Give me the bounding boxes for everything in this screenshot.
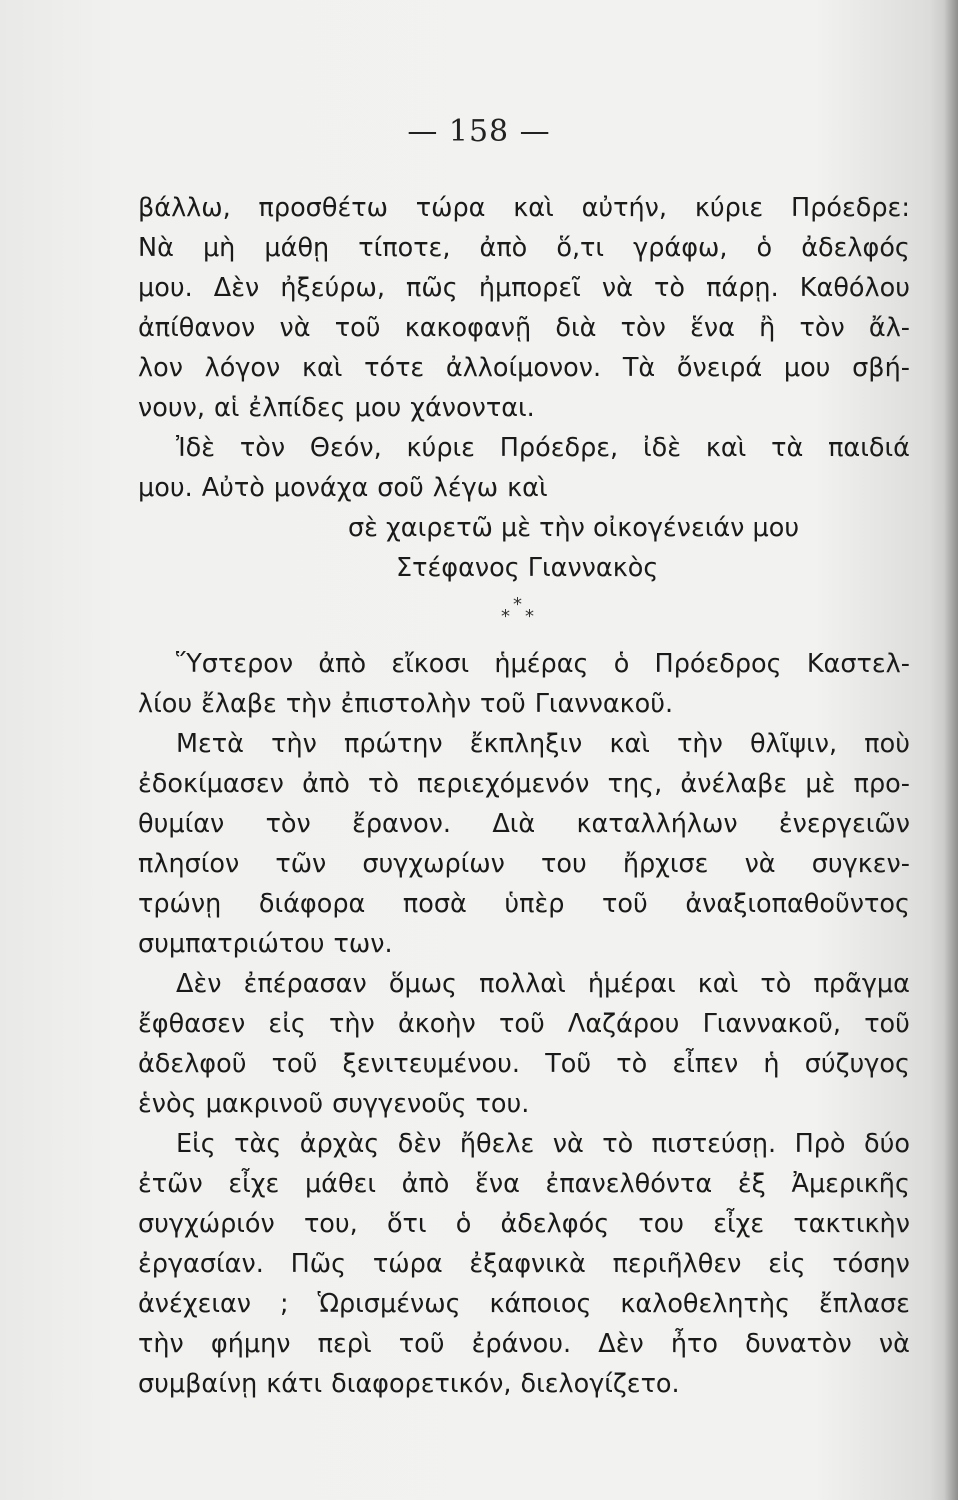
text-line: λον λόγον καὶ τότε ἀλλοίμονον. Τὰ ὄνειρά μου σβή-	[138, 353, 910, 383]
text-line: λίου ἔλαβε τὴν ἐπιστολὴν τοῦ Γιαννακοῦ.	[138, 689, 674, 719]
text-line: ἐτῶν εἶχε μάθει ἀπὸ ἕνα ἐπανελθόντα ἐξ Ἀμερικῆς	[138, 1169, 910, 1199]
text-line: ἀπίθανον νὰ τοῦ κακοφανῇ διὰ τὸν ἕνα ἢ τὸν ἄλ-	[138, 313, 910, 343]
text-line: Εἰς τὰς ἀρχὰς δὲν ἤθελε νὰ τὸ πιστεύσῃ. Πρὸ δύο	[176, 1129, 910, 1159]
signature-closing-text: σὲ χαιρετῶ μὲ τὴν οἰκογένειάν μου	[348, 513, 800, 543]
text-line: συμπατριώτου των.	[138, 929, 393, 959]
separator-asterisk: *	[501, 606, 510, 627]
text-line: Νὰ μὴ μάθῃ τίποτε, ἀπὸ ὅ,τι γράφω, ὁ ἀδελφός	[138, 233, 910, 263]
text-line: βάλλω, προσθέτω τώρα καὶ αὐτήν, κύριε Πρόεδρε:	[138, 193, 910, 223]
page-text	[138, 188, 910, 1404]
text-line: πλησίον τῶν συγχωρίων του ἤρχισε νὰ συγκεν-	[138, 849, 910, 879]
paragraph-block-narrative	[138, 644, 910, 1404]
page-number: — 158 —	[407, 114, 551, 149]
text-line: ἑνὸς μακρινοῦ συγγενοῦς του.	[138, 1089, 530, 1119]
text-line: συμβαίνῃ κάτι διαφορετικόν, διελογίζετο.	[138, 1369, 680, 1399]
text-line: ἀνέχειαν ; Ὡρισμένως κάποιος καλοθελητὴς ἔπλασε	[138, 1289, 910, 1319]
text-line: τὴν φήμην περὶ τοῦ ἐράνου. Δὲν ἦτο δυνατὸν νὰ	[138, 1329, 910, 1359]
text-line: ἐργασίαν. Πῶς τώρα ἐξαφνικὰ περιῆλθεν εἰς τόσην	[138, 1249, 910, 1279]
text-line: θυμίαν τὸν ἔρανον. Διὰ καταλλήλων ἐνεργειῶν	[138, 809, 910, 839]
text-line: τρώνῃ διάφορα ποσὰ ὑπὲρ τοῦ ἀναξιοπαθοῦντος	[138, 889, 910, 919]
text-line: Δὲν ἐπέρασαν ὅμως πολλαὶ ἡμέραι καὶ τὸ πρᾶγμα	[176, 969, 910, 999]
separator-asterisk: *	[525, 606, 534, 627]
text-line: μου. Δὲν ἠξεύρω, πῶς ἠμπορεῖ νὰ τὸ πάρῃ. Καθόλου	[138, 273, 910, 303]
section-separator	[138, 588, 910, 644]
text-line: νουν, αἱ ἐλπίδες μου χάνονται.	[138, 393, 535, 423]
signature-name-text: Στέφανος Γιαννακὸς	[396, 553, 659, 583]
page-edge-shadow	[944, 0, 958, 1500]
text-line: ἐδοκίμασεν ἀπὸ τὸ περιεχόμενόν της, ἀνέλαβε μὲ προ-	[138, 769, 910, 799]
text-line: μου. Αὐτὸ μονάχα σοῦ λέγω καὶ	[138, 473, 548, 503]
paragraph-block-letter	[138, 188, 910, 508]
text-line: Ἰδὲ τὸν Θεόν, κύριε Πρόεδρε, ἰδὲ καὶ τὰ παιδιά	[176, 433, 910, 463]
signature-closing	[138, 508, 910, 548]
text-line: Μετὰ τὴν πρώτην ἔκπληξιν καὶ τὴν θλῖψιν, ποὺ	[176, 729, 910, 759]
text-line: συγχώριόν του, ὅτι ὁ ἀδελφός του εἶχε τακτικὴν	[138, 1209, 910, 1239]
text-line: Ὕστερον ἀπὸ εἴκοσι ἡμέρας ὁ Πρόεδρος Καστελ-	[176, 649, 910, 679]
text-line: ἔφθασεν εἰς τὴν ἀκοὴν τοῦ Λαζάρου Γιαννακοῦ, τοῦ	[138, 1009, 910, 1039]
separator-asterisk: *	[513, 594, 522, 615]
signature-name	[138, 548, 910, 588]
text-line: ἀδελφοῦ τοῦ ξενιτευμένου. Τοῦ τὸ εἶπεν ἡ σύζυγος	[138, 1049, 910, 1079]
